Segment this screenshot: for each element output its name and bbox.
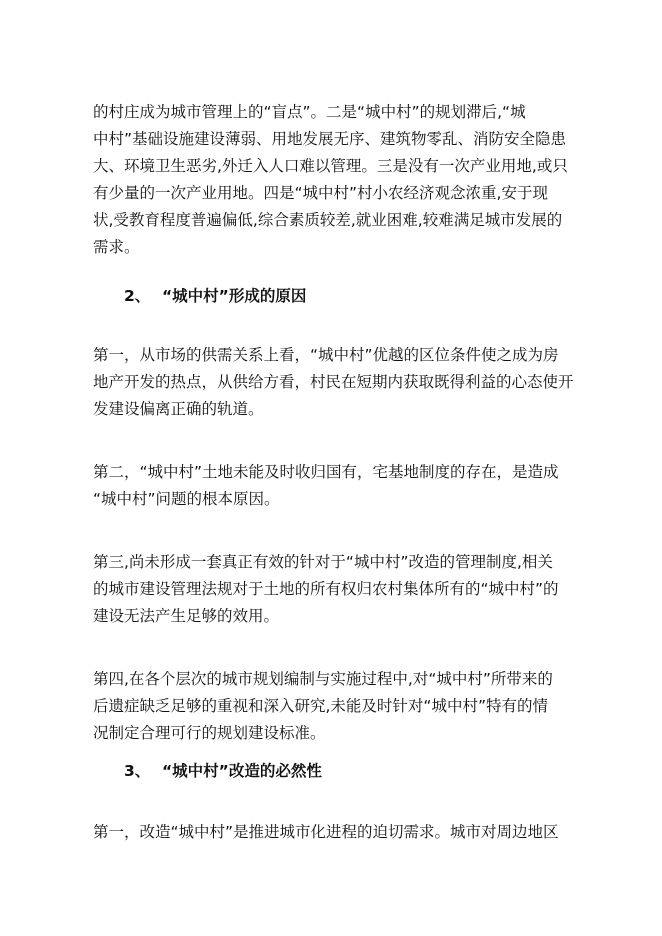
- section-title: “城中村”改造的必然性: [162, 762, 322, 780]
- section-number: 2、: [124, 287, 151, 305]
- paragraph-2-line-2: “城中村”问题的根本原因。: [93, 490, 280, 508]
- section-number: 3、: [124, 762, 151, 780]
- intro-line-1: 的村庄成为城市管理上的“盲点”。二是“城中村”的规划滞后,“城: [93, 103, 526, 121]
- paragraph-3-line-2: 的城市建设管理法规对于土地的所有权归农村集体所有的“城中村”的: [93, 580, 559, 598]
- paragraph-4-line-3: 况制定合理可行的规划建设标准。: [93, 724, 326, 742]
- section-heading-3: [124, 760, 322, 782]
- paragraph-3-line-3: 建设无法产生足够的效用。: [93, 607, 280, 625]
- section-title: “城中村”形成的原因: [162, 287, 307, 305]
- intro-line-6: 需求。: [93, 238, 140, 256]
- paragraph-5-line-1: 第一，改造“城中村”是推进城市化进程的迫切需求。城市对周边地区: [93, 823, 559, 841]
- paragraph-2-line-1: 第二，“城中村”土地未能及时收归国有，宅基地制度的存在，是造成: [93, 463, 559, 481]
- intro-line-2: 中村”基础设施建设薄弱、用地发展无序、建筑物零乱、消防安全隐患: [93, 130, 567, 148]
- intro-line-3: 大、环境卫生恶劣,外迁入人口难以管理。三是没有一次产业用地,或只: [93, 157, 568, 175]
- paragraph-3-line-1: 第三,尚未形成一套真正有效的针对于“城中村”改造的管理制度,相关: [93, 553, 553, 571]
- paragraph-4-line-2: 后遗症缺乏足够的重视和深入研究,未能及时针对“城中村”特有的情: [93, 697, 548, 715]
- intro-line-5: 状,受教育程度普遍偏低,综合素质较差,就业困难,较难满足城市发展的: [93, 211, 563, 229]
- paragraph-1-line-1: 第一，从市场的供需关系上看，“城中村”优越的区位条件使之成为房: [93, 346, 559, 364]
- intro-line-4: 有少量的一次产业用地。四是“城中村”村小农经济观念浓重,安于现: [93, 184, 548, 202]
- paragraph-4-line-1: 第四,在各个层次的城市规划编制与实施过程中,对“城中村”所带来的: [93, 670, 553, 688]
- paragraph-1-line-2: 地产开发的热点，从供给方看，村民在短期内获取既得利益的心态使开: [93, 373, 574, 391]
- paragraph-1-line-3: 发建设偏离正确的轨道。: [93, 400, 264, 418]
- section-heading-2: [124, 285, 306, 307]
